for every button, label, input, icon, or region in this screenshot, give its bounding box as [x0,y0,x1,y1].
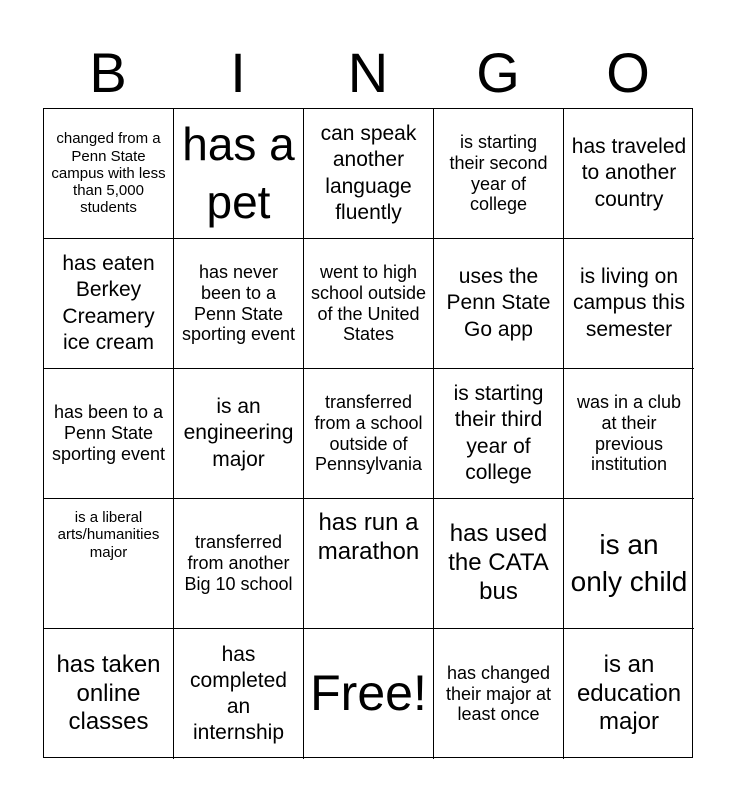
bingo-cell-r2c2[interactable]: has never been to a Penn State sporting event [174,239,304,369]
bingo-board [43,108,693,758]
bingo-cell-r1c5[interactable]: has traveled to another country [564,109,694,239]
bingo-cell-r4c3[interactable]: has run a marathon [304,499,434,629]
bingo-cell-r2c3[interactable]: went to high school outside of the United States [304,239,434,369]
bingo-cell-r2c4[interactable]: uses the Penn State Go app [434,239,564,369]
bingo-cell-r1c2[interactable]: has a pet [174,109,304,239]
bingo-cell-free[interactable]: Free! [304,629,434,759]
bingo-cell-r5c2[interactable]: has completed an internship [174,629,304,759]
bingo-cell-r3c1[interactable]: has been to a Penn State sporting event [44,369,174,499]
header-letter-g: G [476,41,520,104]
bingo-header [43,38,693,108]
bingo-cell-r5c1[interactable]: has taken online classes [44,629,174,759]
bingo-cell-r3c3[interactable]: transferred from a school outside of Pennsylvania [304,369,434,499]
header-letter-i: I [230,41,246,104]
bingo-cell-r4c2[interactable]: transferred from another Big 10 school [174,499,304,629]
bingo-cell-r1c3[interactable]: can speak another language fluently [304,109,434,239]
bingo-cell-r2c1[interactable]: has eaten Berkey Creamery ice cream [44,239,174,369]
header-letter-o: O [606,41,650,104]
bingo-cell-r1c1[interactable]: changed from a Penn State campus with less than 5,000 students [44,109,174,239]
bingo-cell-r2c5[interactable]: is living on campus this semester [564,239,694,369]
bingo-cell-r1c4[interactable]: is starting their second year of college [434,109,564,239]
bingo-cell-r4c5[interactable]: is an only child [564,499,694,629]
bingo-cell-r5c4[interactable]: has changed their major at least once [434,629,564,759]
bingo-cell-r3c4[interactable]: is starting their third year of college [434,369,564,499]
bingo-cell-r4c4[interactable]: has used the CATA bus [434,499,564,629]
bingo-cell-r3c5[interactable]: was in a club at their previous institution [564,369,694,499]
header-letter-n: N [347,41,389,104]
bingo-cell-r4c1[interactable]: is a liberal arts/humanities major [44,499,174,629]
bingo-cell-r5c5[interactable]: is an education major [576,650,682,736]
bingo-cell-r3c2[interactable]: is an engineering major [174,369,304,499]
header-letter-b: B [89,41,127,104]
